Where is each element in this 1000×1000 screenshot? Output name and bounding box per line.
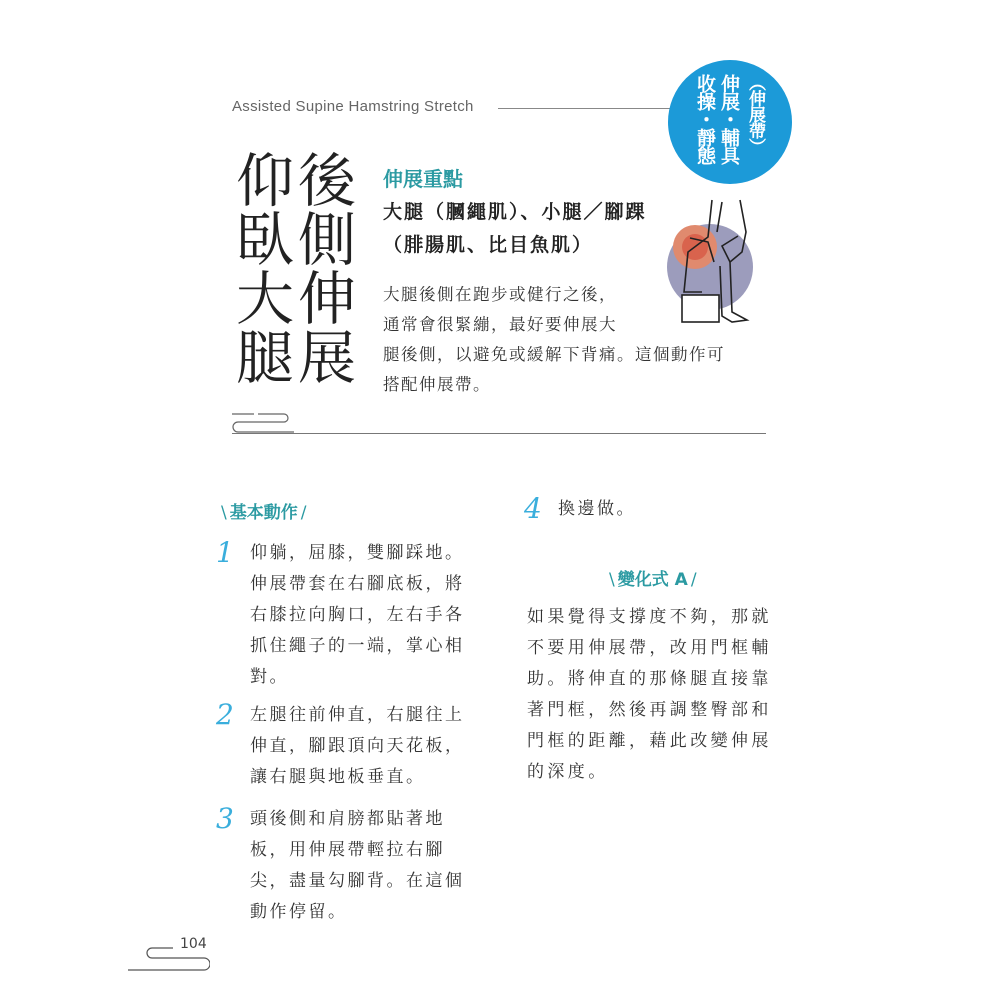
focus-text: 大腿（膕繩肌）、小腿／腳踝（腓腸肌、比目魚肌） [383,201,647,256]
variation-line: 門框的距離，藉此改變伸展 [527,731,772,751]
step-line: 左腿往前伸直，右腿往上 [250,705,465,725]
step-line: 換邊做。 [558,499,636,519]
variation-heading: \ 變化式 A / [609,570,697,590]
variation-text [527,602,772,788]
page-title-part1: 仰臥大腿 [226,150,294,386]
basic-heading: \ 基本動作 / [221,503,307,523]
step-number: 2 [216,698,234,731]
step-line: 對。 [250,667,289,687]
step-number: 3 [216,802,234,835]
step-line: 右膝拉向胸口，左右手各 [250,605,465,625]
variation-line: 不要用伸展帶，改用門框輔 [527,638,772,658]
step-line: 動作停留。 [250,902,348,922]
step-line: 抓住繩子的一端，掌心相 [250,636,465,656]
step-number: 1 [216,536,234,569]
badge-text: 伸展・輔具 [718,74,740,164]
page-number: 104 [180,936,207,952]
variation-line: 的深度。 [527,762,609,782]
step-line: 讓右腿與地板垂直。 [250,767,426,787]
focus-heading: 伸展重點 [383,167,463,191]
step-4 [524,494,784,525]
basic-heading-text: 基本動作 [229,503,298,523]
variation-heading-text: 變化式 A [617,570,688,590]
variation-line: 助。將伸直的那條腿直接靠 [527,669,772,689]
variation-line: 著門框，然後再調整臀部和 [527,700,772,720]
intro-line: 大腿後側在跑步或健行之後， [383,285,617,304]
step-1 [216,538,476,693]
step-line: 板，用伸展帶輕拉右腳 [250,840,445,860]
step-2 [216,700,476,793]
section-divider [232,433,766,434]
stretch-illustration [662,192,762,332]
intro-line: 通常會很緊繃，最好要伸展大 [383,315,617,334]
step-3 [216,804,476,928]
variation-line: 如果覺得支撐度不夠，那就 [527,607,772,627]
step-line: 仰躺，屈膝，雙腳踩地。 [250,543,465,563]
step-line: 尖，盡量勾腳背。在這個 [250,871,465,891]
intro-line: 腿後側，以避免或緩解下背痛。這個動作可 [383,345,725,364]
step-line: 伸展帶套在右腳底板，將 [250,574,465,594]
intro-line: 搭配伸展帶。 [383,375,491,394]
divider [498,108,673,109]
badge-text: （伸展帶） [745,74,765,154]
page-title-part2: 後側伸展 [288,150,356,386]
step-number: 4 [524,492,542,525]
step-line: 頭後側和肩膀都貼著地 [250,809,445,829]
english-subtitle: Assisted Supine Hamstring Stretch [232,98,474,115]
step-line: 伸直，腳跟頂向天花板， [250,736,465,756]
category-badge [668,60,792,184]
badge-text: 收操・靜態 [694,74,716,164]
